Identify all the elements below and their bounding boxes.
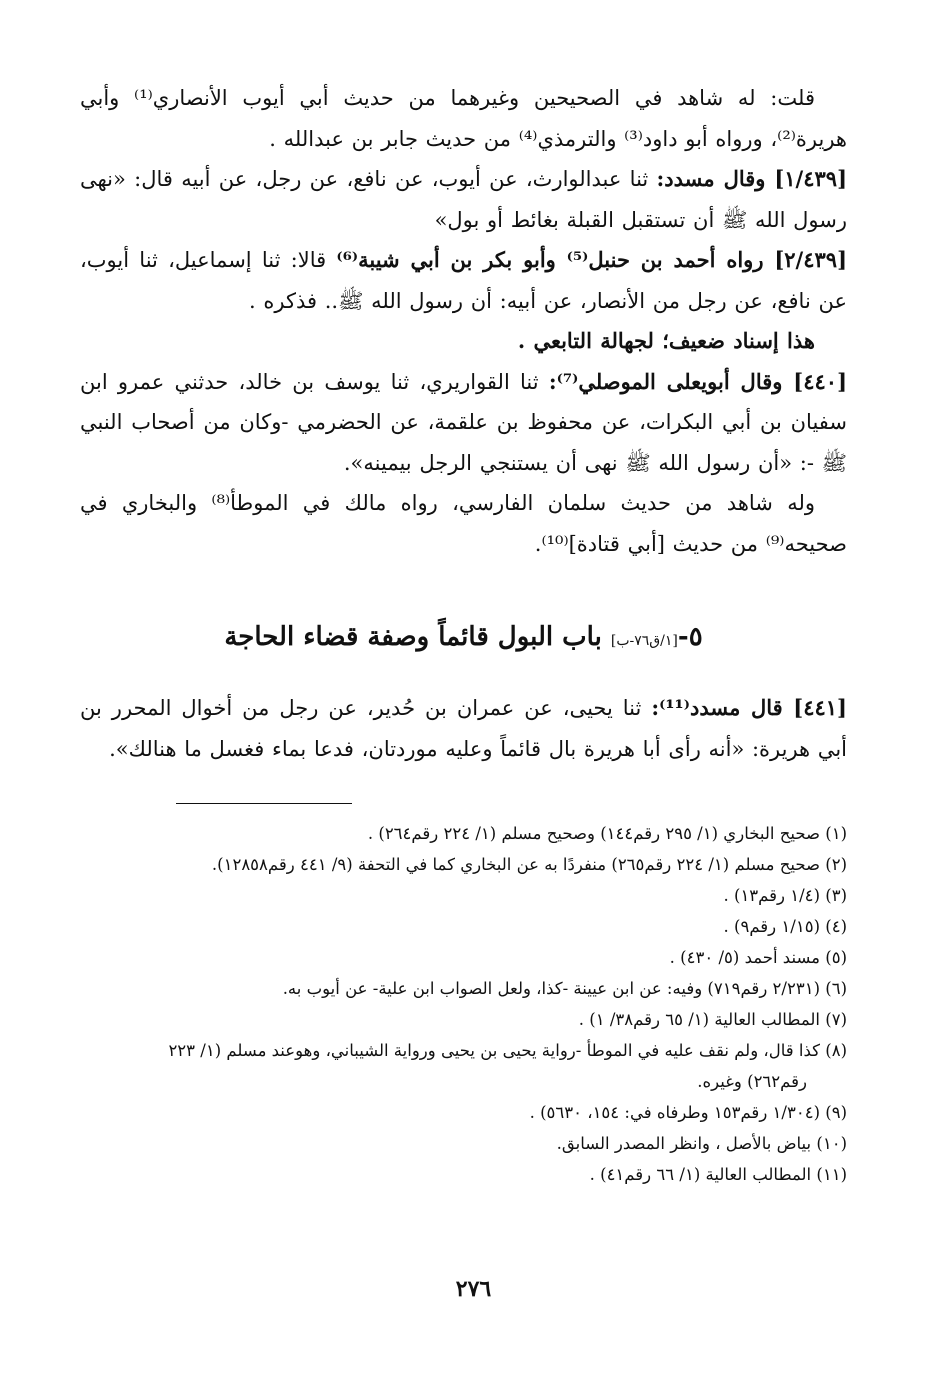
paragraph-3 — [80, 240, 847, 321]
footnote-separator — [176, 803, 352, 804]
paragraph-7 — [80, 688, 847, 769]
chapter-title: باب البول قائماً وصفة قضاء الحاجة — [224, 622, 602, 652]
paragraph-text: قلت: له شاهد في الصحيحين وغيرهما من حديث أبي أيوب الأنصاري⁽¹⁾ وأبي هريرة⁽²⁾، ورواه أبو داود⁽³⁾ والترمذي⁽⁴⁾ من حديث جابر بن عبدالله . — [80, 86, 847, 151]
paragraph-text: ثنا القواريري، ثنا يوسف بن خالد، حدثني عمرو ابن سفيان بن أبي البكرات، عن محفوظ بن علقمة، عن الحضرمي -وكان من أصحاب النبي ﷺ -: «أن رسول الله ﷺ نهى أن يستنجي الرجل بيمينه». — [80, 369, 847, 475]
paragraph-4 — [80, 321, 847, 362]
footnote: (٣) (١/٤ رقم١٣) . — [723, 886, 847, 905]
paragraph-1 — [80, 78, 847, 159]
hadith-label: [٤٤١] قال مسدد⁽¹¹⁾: — [651, 695, 847, 720]
paragraph-text: وله شاهد من حديث سلمان الفارسي، رواه مالك في الموطأ⁽⁸⁾ والبخاري في صحيحه⁽⁹⁾ من حديث [أبي قتادة]⁽¹⁰⁾. — [80, 491, 847, 556]
chapter-heading — [80, 622, 847, 652]
hadith-label: [١/٤٣٩] وقال مسدد: — [656, 166, 847, 191]
footnote: (٧) المطالب العالية (١/ ٦٥ رقم٣٨/ ١) . — [578, 1010, 847, 1029]
footnote: (٥) مسند أحمد (٥/ ٤٣٠) . — [669, 948, 847, 967]
footnote: (٨) كذا قال، ولم نقف عليه في الموطأ -رواية يحيى بن يحيى ورواية الشيباني، وهوعند مسلم (١/ ٢٢٣ — [168, 1041, 847, 1060]
footnote: (١١) المطالب العالية (١/ ٦٦ رقم٤١) . — [589, 1165, 847, 1184]
paragraph-5 — [80, 362, 847, 484]
footnote: (١) صحيح البخاري (١/ ٢٩٥ رقم١٤٤) وصحيح مسلم (١/ ٢٢٤ رقم٢٦٤) . — [367, 824, 847, 843]
footnotes — [80, 818, 847, 1190]
footnote: (٢) صحيح مسلم (١/ ٢٢٤ رقم٢٦٥) منفردًا به عن البخاري كما في التحفة (٩/ ٤٤١ رقم١٢٨٥٨). — [211, 855, 847, 874]
hadith-label: [٢/٤٣٩] رواه أحمد بن حنبل⁽⁵⁾ وأبو بكر بن أبي شيبة⁽⁶⁾ — [336, 247, 847, 272]
hadith-label: [٤٤٠] وقال أبويعلى الموصلي⁽⁷⁾: — [548, 368, 847, 394]
footnote-continuation: رقم٢٦٢) وغيره. — [697, 1072, 807, 1091]
main-text — [80, 78, 847, 769]
footnote: (٦) (٢/٢٣١ رقم٧١٩) وفيه: عن ابن عيينة -كذا، ولعل الصواب ابن علية- عن أيوب به. — [282, 979, 847, 998]
footnote: (١٠) بياض بالأصل ، وانظر المصدر السابق. — [556, 1134, 847, 1153]
paragraph-text: ثنا يحيى، عن عمران بن حُدير، عن رجل من أخوال المحرر بن أبي هريرة: «أنه رأى أبا هريرة بال قائماً وعليه موردتان، فدعا بماء فغسل ما هنالك». — [80, 696, 847, 761]
paragraph-text: قالا: ثنا إسماعيل، ثنا أيوب، عن نافع، عن رجل من الأنصار، عن أبيه: أن رسول الله ﷺ.. فذكره . — [80, 248, 847, 313]
grading-label: هذا إسناد ضعيف؛ لجهالة التابعي . — [517, 328, 815, 353]
chapter-number: ٥- — [677, 622, 703, 652]
footnote: (٤) (١/١٥ رقم٩) . — [723, 917, 847, 936]
manuscript-ref: [١/ق٧٦-ب] — [610, 633, 678, 649]
footnote: (٩) (١/٣٠٤ رقم١٥٣ وطرفاه في: ١٥٤، ٥٦٣٠) . — [529, 1103, 847, 1122]
page-number: ٢٧٦ — [455, 1276, 492, 1302]
paragraph-text: ثنا عبدالوارث، عن أيوب، عن نافع، عن رجل، عن أبيه قال: «نهى رسول الله ﷺ أن تستقبل القبلة بغائط أو بول» — [80, 167, 847, 232]
paragraph-6 — [80, 483, 847, 564]
paragraph-2 — [80, 159, 847, 240]
